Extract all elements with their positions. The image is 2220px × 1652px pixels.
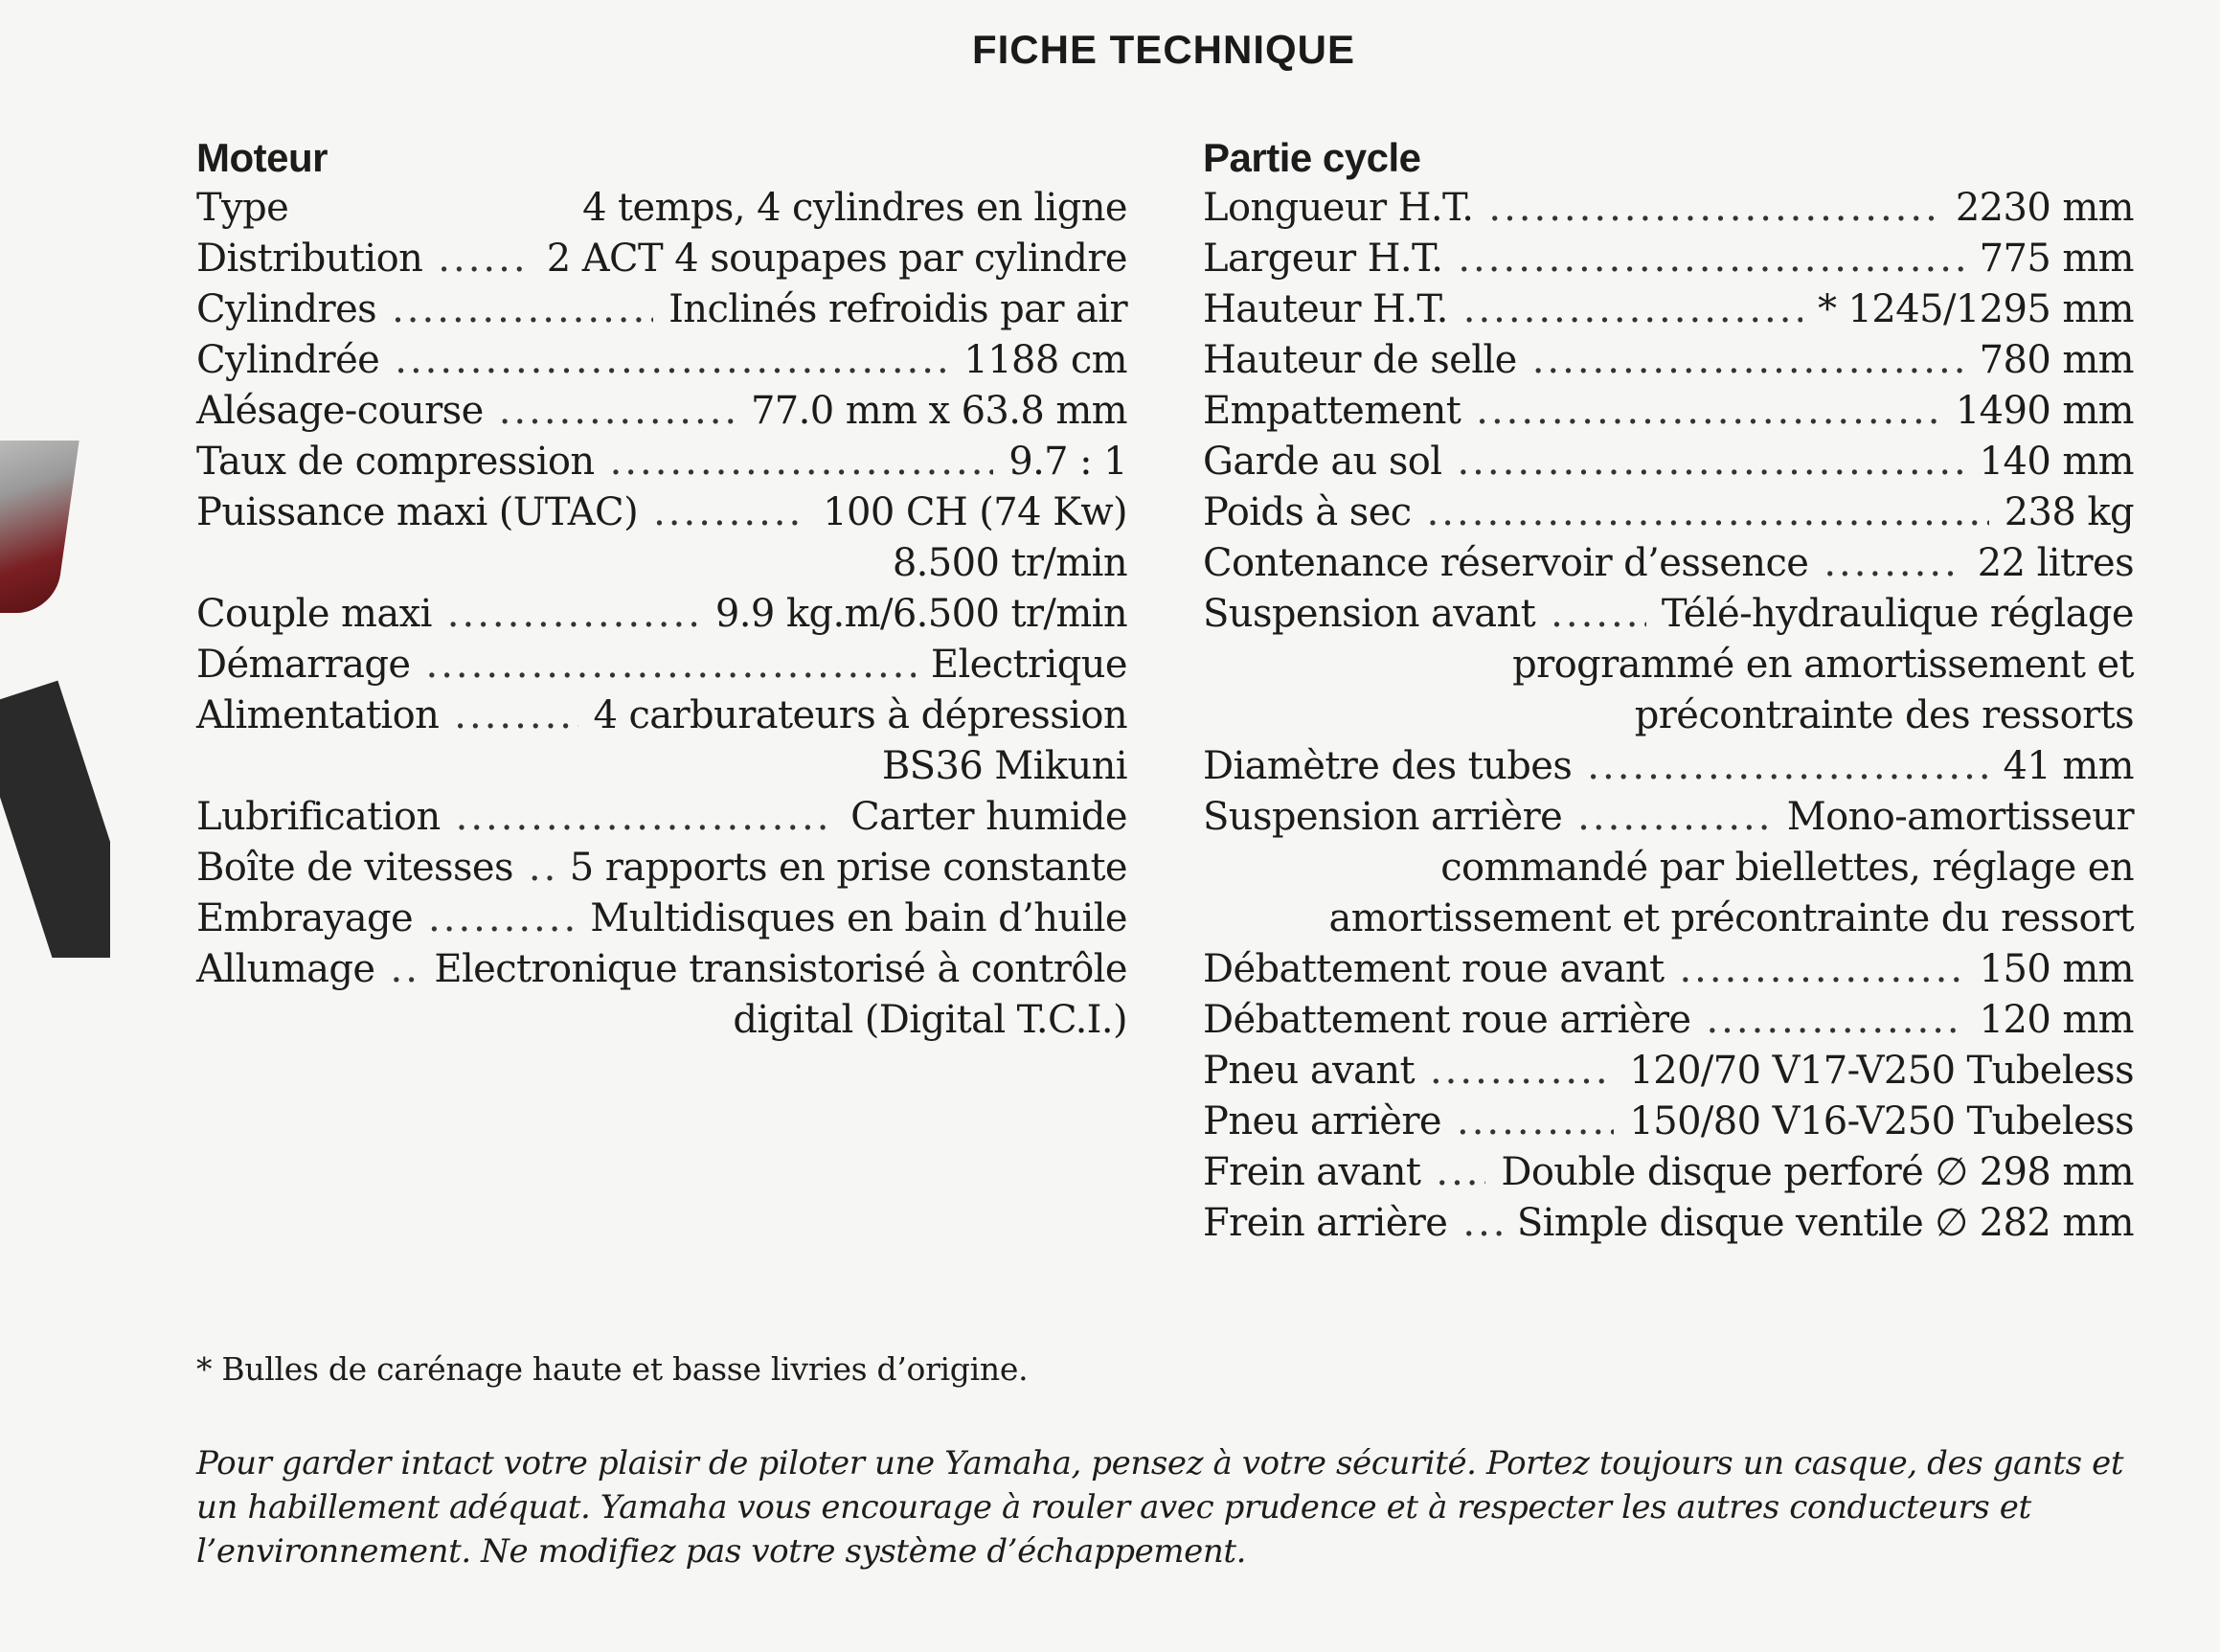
moteur-spec-row xyxy=(196,944,1127,995)
spec-label: Pneu avant xyxy=(1203,1049,1415,1093)
cycle-spec-row xyxy=(1203,335,2134,386)
partie-cycle-section xyxy=(1203,132,2134,1249)
spec-label: Débattement roue avant xyxy=(1203,947,1665,991)
moteur-spec-row xyxy=(196,386,1127,437)
spec-value-continuation: programmé en amortissement et xyxy=(1512,643,2134,687)
dot-leader xyxy=(1427,487,1989,538)
dot-leader xyxy=(438,234,532,284)
spec-value: 150 mm xyxy=(1979,947,2134,991)
dot-leader xyxy=(447,589,700,640)
dot-leader xyxy=(1463,284,1802,335)
spec-label: Contenance réservoir d’essence xyxy=(1203,541,1809,585)
cycle-spec-row xyxy=(1203,1097,2134,1147)
cycle-spec-row xyxy=(1203,284,2134,335)
spec-value: Double disque perforé ∅ 298 mm xyxy=(1501,1150,2134,1194)
cycle-spec-row xyxy=(1203,437,2134,487)
spec-value: 41 mm xyxy=(2003,744,2134,788)
spec-label: Taux de compression xyxy=(196,440,595,484)
spec-label: Alésage-course xyxy=(196,389,484,433)
spec-label: Hauteur de selle xyxy=(1203,338,1517,382)
spec-value: Simple disque ventile ∅ 282 mm xyxy=(1516,1201,2134,1245)
page-title: FICHE TECHNIQUE xyxy=(971,27,1355,72)
spec-label: Boîte de vitesses xyxy=(196,846,513,890)
dot-leader xyxy=(1430,1046,1614,1097)
moteur-spec-row xyxy=(196,843,1127,894)
spec-value: Carter humide xyxy=(850,795,1127,839)
spec-value-continuation: commandé par biellettes, réglage en xyxy=(1440,846,2134,890)
dot-leader xyxy=(456,792,836,843)
spec-label: Débattement roue arrière xyxy=(1203,998,1691,1042)
spec-value: Télé-hydraulique réglage xyxy=(1661,592,2134,636)
dot-leader xyxy=(499,386,736,437)
spec-label: Frein avant xyxy=(1203,1150,1421,1194)
spec-value: 2 ACT 4 soupapes par cylindre xyxy=(546,237,1127,281)
fairing-fragment xyxy=(0,441,79,613)
safety-notice xyxy=(196,1441,2150,1573)
partie-cycle-heading: Partie cycle xyxy=(1203,135,1421,180)
moteur-spec-row xyxy=(196,894,1127,944)
spec-label: Distribution xyxy=(196,237,423,281)
dot-leader xyxy=(1706,995,1963,1046)
spec-value-continuation: amortissement et précontrainte du ressort xyxy=(1328,896,2134,940)
cycle-spec-row xyxy=(1203,944,2134,995)
spec-label: Suspension avant xyxy=(1203,592,1536,636)
spec-value: 120 mm xyxy=(1979,998,2134,1042)
cycle-spec-row xyxy=(1203,386,2134,437)
spec-label: Allumage xyxy=(196,947,375,991)
spec-value: 238 kg xyxy=(2004,490,2134,534)
moteur-spec-row xyxy=(196,335,1127,386)
spec-value: 1490 mm xyxy=(1955,389,2134,433)
dot-leader xyxy=(395,335,948,386)
spec-value-continuation: 8.500 tr/min xyxy=(892,541,1127,585)
spec-value: 775 mm xyxy=(1979,237,2134,281)
cycle-spec-row xyxy=(1203,183,2134,234)
spec-label: Lubrification xyxy=(196,795,441,839)
spec-label: Poids à sec xyxy=(1203,490,1412,534)
dot-leader xyxy=(529,843,555,894)
dot-leader xyxy=(1488,183,1939,234)
spec-value: 100 CH (74 Kw) xyxy=(823,490,1127,534)
dot-leader xyxy=(1457,437,1963,487)
moteur-spec-row xyxy=(196,487,1127,538)
spec-label: Empattement xyxy=(1203,389,1461,433)
spec-value: 5 rapports en prise constante xyxy=(569,846,1127,890)
spec-value: 140 mm xyxy=(1979,440,2134,484)
dot-leader xyxy=(454,690,578,741)
spec-value: Multidisques en bain d’huile xyxy=(590,896,1127,940)
spec-value: Electronique transistorisé à contrôle xyxy=(434,947,1127,991)
spec-value: 780 mm xyxy=(1979,338,2134,382)
cycle-spec-row xyxy=(1203,1147,2134,1198)
cycle-spec-row xyxy=(1203,995,2134,1046)
spec-value: 4 carburateurs à dépression xyxy=(593,693,1127,737)
spec-label: Type xyxy=(196,186,289,230)
dot-leader xyxy=(1462,1198,1501,1249)
dot-leader xyxy=(428,894,575,944)
dot-leader xyxy=(1577,792,1772,843)
spec-value: 2230 mm xyxy=(1955,186,2134,230)
motorcycle-photo-edge xyxy=(0,421,110,958)
safety-line: un habillement adéquat. Yamaha vous encourage à rouler avec prudence et à respecter les autres conducteurs et xyxy=(196,1488,2031,1527)
cycle-spec-row xyxy=(1203,487,2134,538)
moteur-spec-row xyxy=(196,640,1127,690)
dot-leader xyxy=(426,640,916,690)
spec-label: Démarrage xyxy=(196,643,411,687)
cycle-spec-row xyxy=(1203,538,2134,589)
moteur-spec-row xyxy=(196,589,1127,640)
spec-value: 4 temps, 4 cylindres en ligne xyxy=(582,186,1127,230)
cycle-spec-row xyxy=(1203,792,2134,843)
spec-label: Frein arrière xyxy=(1203,1201,1448,1245)
moteur-section xyxy=(196,132,1127,1046)
spec-value-continuation: digital (Digital T.C.I.) xyxy=(733,998,1127,1042)
dot-leader xyxy=(1824,538,1961,589)
spec-label: Embrayage xyxy=(196,896,414,940)
dot-leader xyxy=(392,284,653,335)
spec-label: Garde au sol xyxy=(1203,440,1442,484)
moteur-spec-row xyxy=(196,792,1127,843)
spec-value: Mono-amortisseur xyxy=(1786,795,2134,839)
spec-label: Alimentation xyxy=(196,693,440,737)
spec-label: Cylindres xyxy=(196,287,377,331)
dot-leader xyxy=(1551,589,1646,640)
spec-value: Electrique xyxy=(930,643,1127,687)
safety-line: l’environnement. Ne modifiez pas votre système d’échappement. xyxy=(196,1532,1247,1571)
spec-label: Longueur H.T. xyxy=(1203,186,1474,230)
footnote: * Bulles de carénage haute et basse livries d’origine. xyxy=(196,1350,1029,1388)
spec-value: 150/80 V16-V250 Tubeless xyxy=(1629,1099,2134,1143)
spec-value-continuation: BS36 Mikuni xyxy=(881,744,1127,788)
cycle-spec-row xyxy=(1203,741,2134,792)
cycle-spec-row xyxy=(1203,1198,2134,1249)
spec-label: Cylindrée xyxy=(196,338,380,382)
spec-value: 22 litres xyxy=(1977,541,2134,585)
spec-value: Inclinés refroidis par air xyxy=(668,287,1127,331)
partie-cycle-spec-list xyxy=(1203,183,2134,1249)
cycle-spec-row xyxy=(1203,1046,2134,1097)
spec-label: Hauteur H.T. xyxy=(1203,287,1448,331)
dot-leader xyxy=(1457,1097,1614,1147)
spec-value: 9.9 kg.m/6.500 tr/min xyxy=(714,592,1127,636)
dot-leader xyxy=(391,944,419,995)
spec-value-continuation: précontrainte des ressorts xyxy=(1634,693,2134,737)
cycle-spec-row xyxy=(1203,589,2134,640)
moteur-spec-row xyxy=(196,690,1127,741)
moteur-spec-row xyxy=(196,183,1127,234)
dot-leader xyxy=(1436,1147,1485,1198)
spec-value: 1188 cm xyxy=(963,338,1127,382)
spec-label: Pneu arrière xyxy=(1203,1099,1441,1143)
spec-label: Suspension arrière xyxy=(1203,795,1563,839)
spec-value: 120/70 V17-V250 Tubeless xyxy=(1629,1049,2134,1093)
moteur-spec-list xyxy=(196,183,1127,1046)
spec-label: Diamètre des tubes xyxy=(1203,744,1573,788)
spec-label: Puissance maxi (UTAC) xyxy=(196,490,639,534)
moteur-spec-row xyxy=(196,437,1127,487)
spec-label: Largeur H.T. xyxy=(1203,237,1443,281)
moteur-heading: Moteur xyxy=(196,135,328,180)
spec-value: * 1245/1295 mm xyxy=(1818,287,2134,331)
spec-value: 9.7 : 1 xyxy=(1008,440,1127,484)
dot-leader xyxy=(1458,234,1963,284)
dot-leader xyxy=(610,437,994,487)
dot-leader xyxy=(653,487,807,538)
frame-fragment xyxy=(0,681,110,958)
spec-label: Couple maxi xyxy=(196,592,432,636)
dot-leader xyxy=(1476,386,1940,437)
moteur-spec-row xyxy=(196,234,1127,284)
dot-leader xyxy=(1587,741,1987,792)
spec-value: 77.0 mm x 63.8 mm xyxy=(750,389,1127,433)
safety-line: Pour garder intact votre plaisir de piloter une Yamaha, pensez à votre sécurité. Portez toujours un casque, des gants et xyxy=(196,1444,2124,1482)
cycle-spec-row xyxy=(1203,234,2134,284)
moteur-spec-row xyxy=(196,284,1127,335)
dot-leader xyxy=(1679,944,1963,995)
dot-leader xyxy=(1532,335,1964,386)
